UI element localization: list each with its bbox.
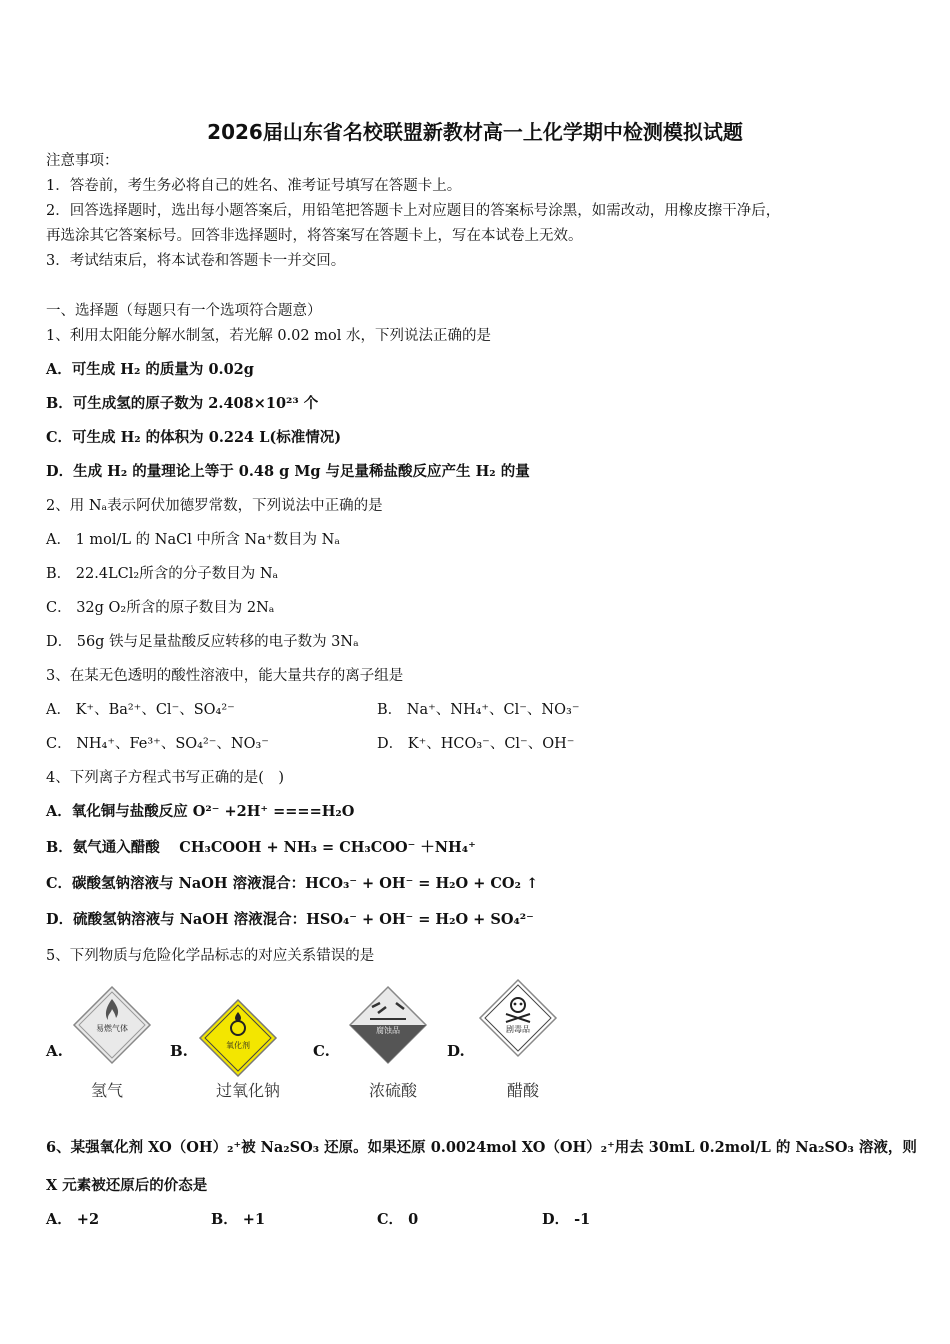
q4-option-d: D．硫酸氢钠溶液与 NaOH 溶液混合：HSO₄⁻ + OH⁻ = H₂O + SO₄²⁻ bbox=[46, 911, 534, 928]
q3-option-d: D． K⁺、HCO₃⁻、Cl⁻、OH⁻ bbox=[377, 736, 575, 752]
q2-option-b: B． 22.4LCl₂所含的分子数目为 Nₐ bbox=[46, 566, 279, 582]
q3-option-b: B． Na⁺、NH₄⁺、Cl⁻、NO₃⁻ bbox=[377, 702, 580, 718]
q5-stem: 5、下列物质与危险化学品标志的对应关系错误的是 bbox=[46, 948, 375, 964]
toxic-sign-icon bbox=[478, 978, 558, 1058]
q1-option-d: D．生成 H₂ 的量理论上等于 0.48 g Mg 与足量稀盐酸反应产生 H₂ 的量 bbox=[46, 463, 530, 480]
section-heading: 一、选择题（每题只有一个选项符合题意） bbox=[46, 303, 322, 319]
q3-stem: 3、在某无色透明的酸性溶液中，能大量共存的离子组是 bbox=[46, 668, 404, 684]
q2-option-d: D． 56g 铁与足量盐酸反应转移的电子数为 3Nₐ bbox=[46, 634, 359, 650]
q4-option-b: B．氨气通入醋酸 CH₃COOH + NH₃ = CH₃COO⁻ ＋NH₄⁺ bbox=[46, 839, 476, 856]
notice-heading: 注意事项： bbox=[46, 153, 119, 169]
q6-option-d: D． -1 bbox=[542, 1211, 591, 1228]
q6-stem-cont: X 元素被还原后的价态是 bbox=[46, 1177, 208, 1194]
q1-option-c: C．可生成 H₂ 的体积为 0.224 L(标准情况) bbox=[46, 429, 342, 446]
q5-substance-a: 氢气 bbox=[90, 1081, 123, 1100]
q3-option-a: A． K⁺、Ba²⁺、Cl⁻、SO₄²⁻ bbox=[46, 702, 235, 718]
q4-option-c: C．碳酸氢钠溶液与 NaOH 溶液混合：HCO₃⁻ + OH⁻ = H₂O + CO₂ ↑ bbox=[46, 875, 539, 892]
flammable-gas-sign-icon bbox=[72, 985, 152, 1065]
q1-option-b: B．可生成氢的原子数为 2.408×10²³ 个 bbox=[46, 395, 319, 412]
q5-option-a-letter: A. bbox=[46, 1042, 63, 1060]
notice-item-1: 1．答卷前，考生务必将自己的姓名、准考证号填写在答题卡上。 bbox=[46, 178, 462, 194]
q1-option-a: A．可生成 H₂ 的质量为 0.02g bbox=[46, 361, 254, 378]
q5-substance-c: 浓硫酸 bbox=[368, 1081, 417, 1100]
q1-stem: 1、利用太阳能分解水制氢，若光解 0.02 mol 水，下列说法正确的是 bbox=[46, 328, 491, 344]
notice-item-2: 2．回答选择题时，选出每小题答案后，用铅笔把答题卡上对应题目的答案标号涂黑，如需改动，用橡皮擦干净后， bbox=[46, 203, 781, 219]
q2-stem: 2、用 Nₐ表示阿伏加德罗常数，下列说法中正确的是 bbox=[46, 498, 383, 514]
q4-option-a: A．氧化铜与盐酸反应 O²⁻ +2H⁺ ====H₂O bbox=[46, 803, 355, 820]
page-title: 2026届山东省名校联盟新教材高一上化学期中检测模拟试题 bbox=[207, 120, 743, 144]
oxidizer-sign-icon bbox=[198, 998, 278, 1078]
q5-sign-b-text: 氧化剂 bbox=[226, 1041, 250, 1050]
q6-option-a: A． +2 bbox=[46, 1211, 100, 1228]
q3-option-c: C． NH₄⁺、Fe³⁺、SO₄²⁻、NO₃⁻ bbox=[46, 736, 269, 752]
q5-sign-d-text: 剧毒品 bbox=[506, 1025, 530, 1034]
q6-option-c: C． 0 bbox=[377, 1211, 419, 1228]
q5-option-b-letter: B. bbox=[170, 1042, 188, 1060]
q5-option-d-letter: D. bbox=[447, 1042, 465, 1060]
corrosive-sign-icon bbox=[348, 985, 428, 1065]
q5-option-c-letter: C. bbox=[313, 1042, 330, 1060]
q2-option-a: A． 1 mol/L 的 NaCl 中所含 Na⁺数目为 Nₐ bbox=[46, 532, 340, 548]
q2-option-c: C． 32g O₂所含的原子数目为 2Nₐ bbox=[46, 600, 275, 616]
q5-substance-b: 过氧化钠 bbox=[215, 1081, 280, 1100]
q5-substance-d: 醋酸 bbox=[506, 1081, 539, 1100]
q6-option-b: B． +1 bbox=[211, 1211, 266, 1228]
q5-sign-a-text: 易燃气体 bbox=[96, 1024, 128, 1033]
q6-stem: 6、某强氧化剂 XO（OH）₂⁺被 Na₂SO₃ 还原。如果还原 0.0024mol XO（OH）₂⁺用去 30mL 0.2mol/L 的 Na₂SO₃ 溶液，则 bbox=[46, 1139, 917, 1156]
notice-item-3: 3．考试结束后，将本试卷和答题卡一并交回。 bbox=[46, 253, 346, 269]
q5-sign-c-text: 腐蚀品 bbox=[376, 1026, 400, 1035]
q4-stem: 4、下列离子方程式书写正确的是( ) bbox=[46, 770, 285, 786]
notice-item-2-cont: 再选涂其它答案标号。回答非选择题时，将答案写在答题卡上，写在本试卷上无效。 bbox=[46, 228, 583, 244]
